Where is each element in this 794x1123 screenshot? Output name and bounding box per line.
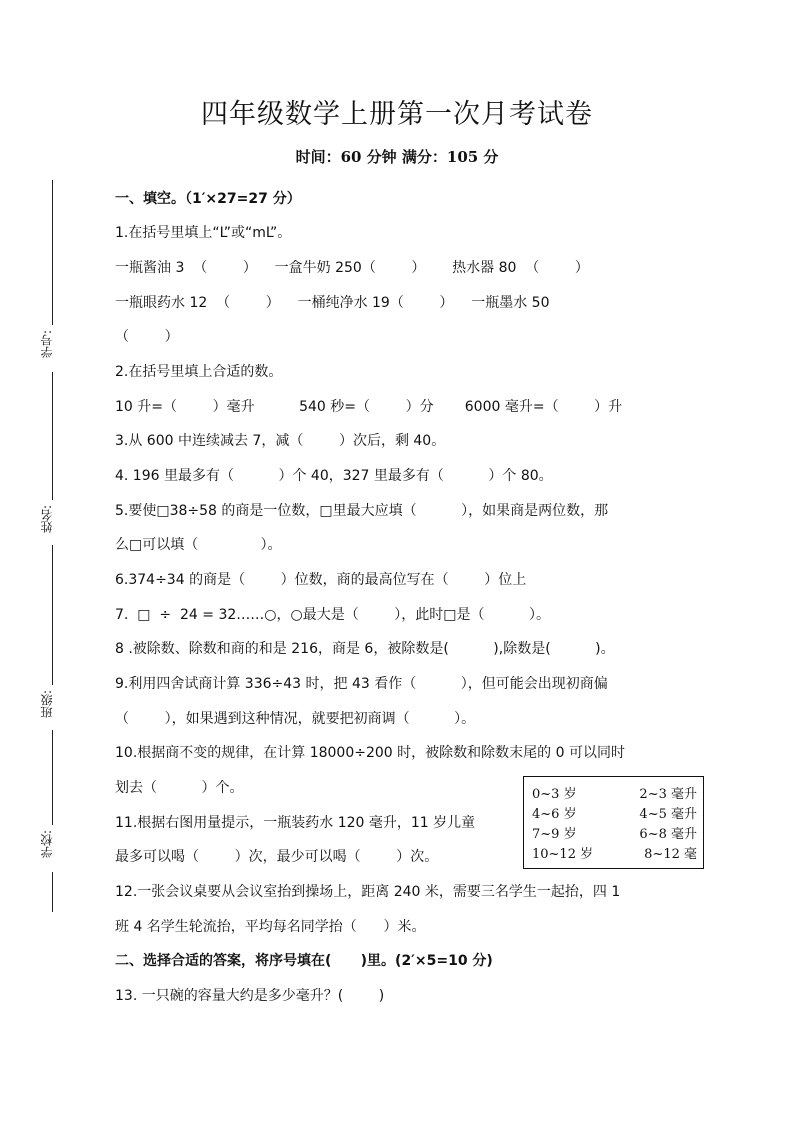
question-line: 一瓶酱油 3 （ ） 一盒牛奶 250（ ） 热水器 80 （ ） xyxy=(115,260,589,276)
age-range: 4~6 岁 xyxy=(532,807,577,822)
question-line: 1.在括号里填上“L”或“mL”。 xyxy=(115,225,292,241)
exam-time-score: 时间：60 分钟 满分：105 分 xyxy=(295,148,499,166)
question-line: 2.在括号里填上合适的数。 xyxy=(115,364,283,380)
question-line: 一瓶眼药水 12 （ ） 一桶纯净水 19（ ） 一瓶墨水 50 xyxy=(115,295,550,311)
question-line: 7. □ ÷ 24 = 32……○，○最大是（ ），此时□是（ ）。 xyxy=(115,607,551,623)
dosage-row xyxy=(532,843,697,863)
question-line: 12.一张会议桌要从会议室抬到操场上，距离 240 米，需要三名学生一起抬，四 1 xyxy=(115,884,621,900)
dosage-amount: 4~5 毫升 xyxy=(639,807,697,822)
question-line: （ ） xyxy=(115,329,179,345)
question-line: 13. 一只碗的容量大约是多少毫升？( ) xyxy=(115,988,385,1004)
page-title: 四年级数学上册第一次月考试卷 xyxy=(201,99,593,130)
name-label: 姓名: xyxy=(40,505,54,534)
question-line: 划去（ ）个。 xyxy=(115,780,244,796)
question-line: 4. 196 里最多有（ ）个 40，327 里最多有（ ）个 80。 xyxy=(115,468,553,484)
dosage-amount: 6~8 毫升 xyxy=(639,827,697,842)
dosage-amount: 8~12 毫 xyxy=(644,847,697,862)
question-line: 么□可以填（ ）。 xyxy=(115,537,282,553)
question-line: 5.要使□38÷58 的商是一位数，□里最大应填（ ），如果商是两位数，那 xyxy=(115,503,609,519)
age-range: 10~12 岁 xyxy=(532,847,594,862)
question-line: （ ），如果遇到这种情况，就要把初商调（ ）。 xyxy=(115,711,476,727)
section-2-heading: 二、选择合适的答案，将序号填在( )里。(2′×5=10 分) xyxy=(115,953,493,969)
question-line: 3.从 600 中连续减去 7，减（ ）次后，剩 40。 xyxy=(115,433,446,449)
margin-line-5 xyxy=(52,872,53,912)
dosage-table xyxy=(523,776,704,869)
age-range: 0~3 岁 xyxy=(532,787,577,802)
student-no-label: 学号: xyxy=(40,330,54,359)
section-1-heading: 一、填空。（1′×27=27 分） xyxy=(115,191,301,207)
dosage-amount: 2~3 毫升 xyxy=(639,787,697,802)
margin-line-4 xyxy=(52,730,53,825)
dosage-row xyxy=(532,823,697,843)
question-line: 9.利用四舍试商计算 336÷43 时，把 43 看作（ ），但可能会出现初商偏 xyxy=(115,676,608,692)
question-line: 最多可以喝（ ）次，最少可以喝（ ）次。 xyxy=(115,849,439,865)
question-line: 11.根据右图用量提示，一瓶装药水 120 毫升，11 岁儿童 xyxy=(115,815,476,831)
question-line: 10.根据商不变的规律，在计算 18000÷200 时，被除数和除数末尾的 0 可以同时 xyxy=(115,745,625,761)
age-range: 7~9 岁 xyxy=(532,827,577,842)
question-line: 6.374÷34 的商是（ ）位数，商的最高位写在（ ）位上 xyxy=(115,572,527,588)
school-label: 学校: xyxy=(40,830,54,859)
question-line: 8 .被除数、除数和商的和是 216，商是 6，被除数是( ),除数是( )。 xyxy=(115,641,615,657)
dosage-row xyxy=(532,803,697,823)
question-line: 班 4 名学生轮流抬，平均每名同学抬（ ）米。 xyxy=(115,919,426,935)
margin-line-3 xyxy=(52,545,53,685)
margin-line-2 xyxy=(52,372,53,500)
question-line: 10 升=（ ）毫升 540 秒=（ ）分 6000 毫升=（ ）升 xyxy=(115,399,623,415)
dosage-row xyxy=(532,783,697,803)
margin-line-1 xyxy=(52,180,53,325)
class-label: 班级: xyxy=(40,690,54,719)
